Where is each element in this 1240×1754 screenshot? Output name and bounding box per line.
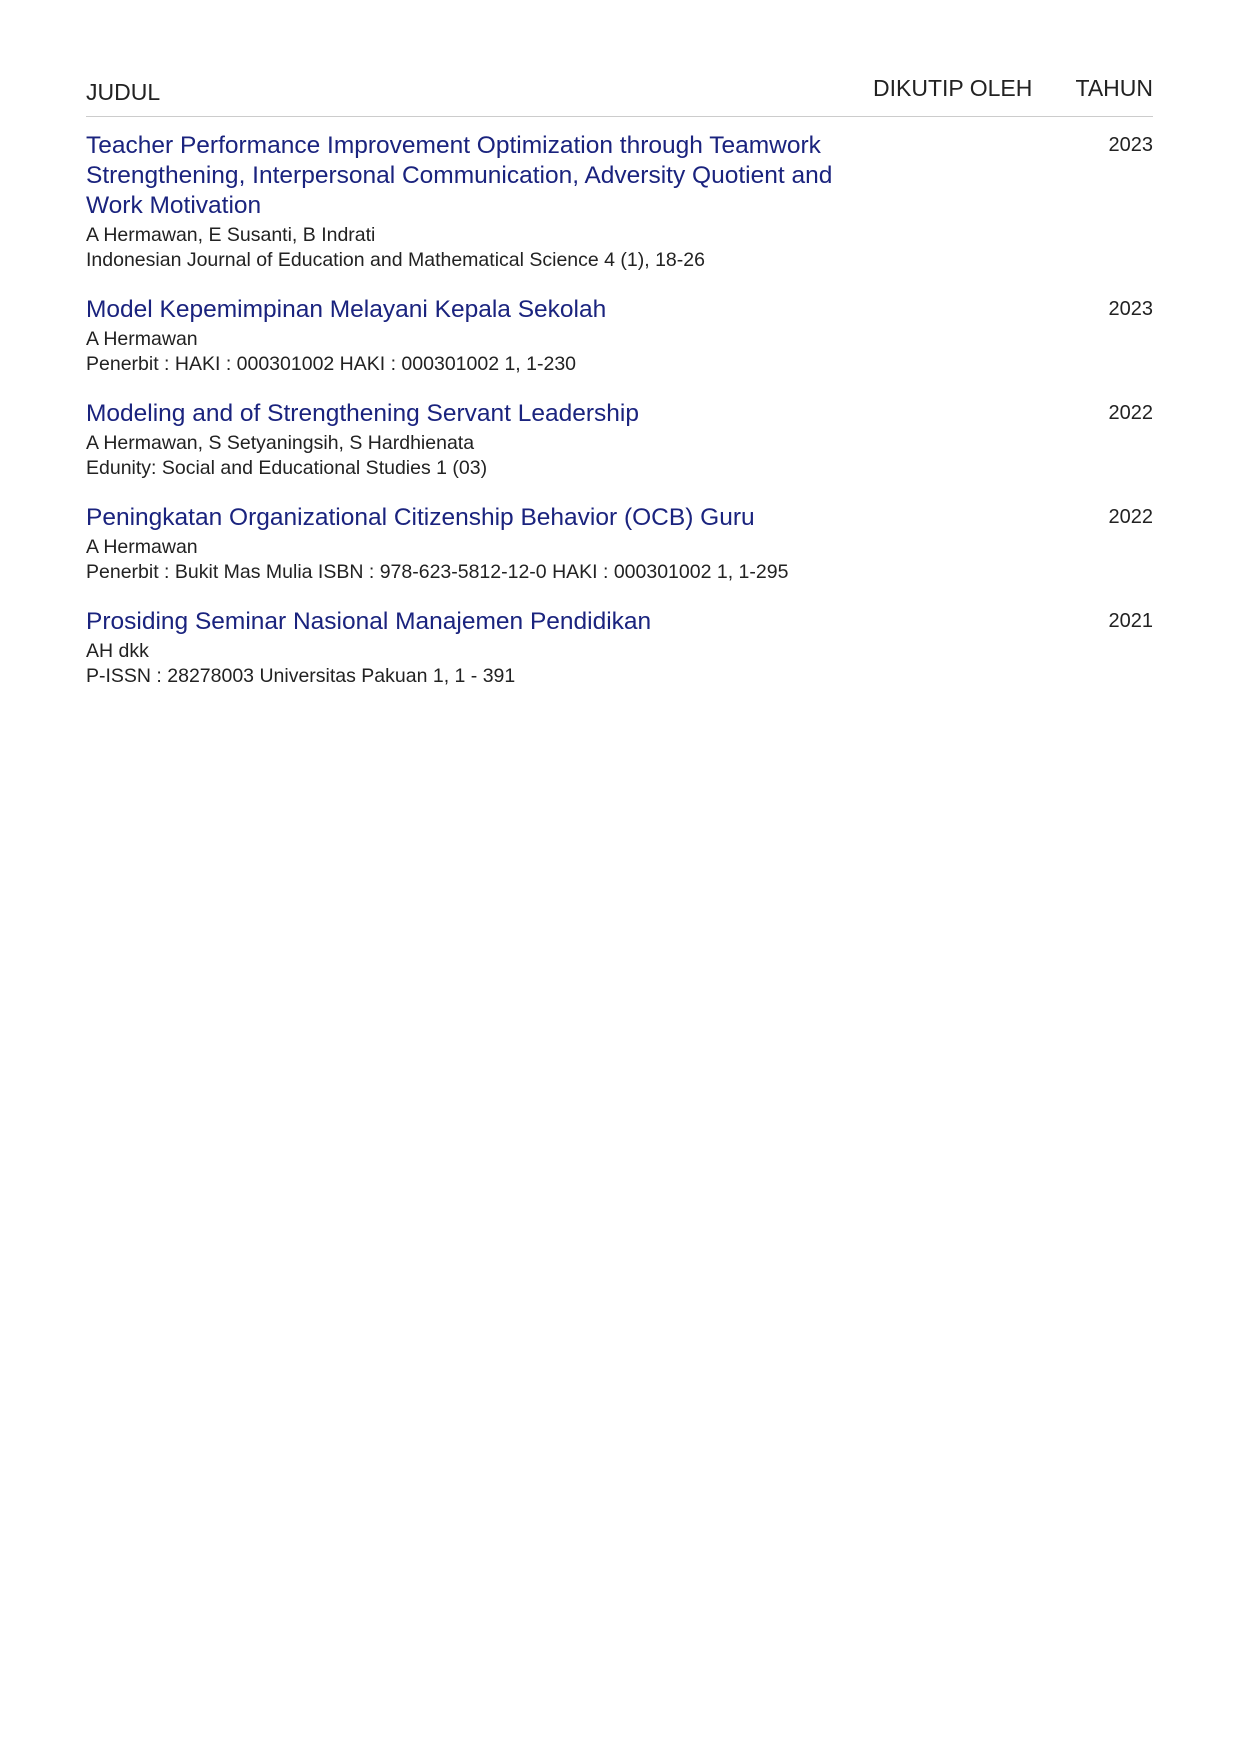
- publication-venue: Penerbit : HAKI : 000301002 HAKI : 000301002 1, 1-230: [86, 353, 577, 375]
- table-row: [86, 503, 1153, 585]
- column-header-tahun: TAHUN: [1075, 75, 1153, 101]
- publication-year: 2022: [1108, 506, 1153, 528]
- publication-year: 2022: [1108, 402, 1153, 424]
- publication-info: [86, 295, 846, 377]
- publication-title-link[interactable]: Model Kepemimpinan Melayani Kepala Sekolah: [86, 296, 607, 323]
- publication-title-link[interactable]: Modeling and of Strengthening Servant Leadership: [86, 400, 639, 427]
- publication-title-link[interactable]: Prosiding Seminar Nasional Manajemen Pendidikan: [86, 608, 652, 635]
- table-header: [86, 70, 1153, 117]
- publication-authors: A Hermawan: [86, 328, 198, 350]
- publication-venue: Indonesian Journal of Education and Mathematical Science 4 (1), 18-26: [86, 249, 705, 271]
- publication-authors: A Hermawan: [86, 536, 198, 558]
- column-header-dikutip-oleh: DIKUTIP OLEH: [873, 75, 1033, 101]
- publication-authors: A Hermawan, E Susanti, B Indrati: [86, 224, 376, 246]
- publication-authors: AH dkk: [86, 640, 149, 662]
- publication-venue: Edunity: Social and Educational Studies 1 (03): [86, 457, 488, 479]
- publication-venue: P-ISSN : 28278003 Universitas Pakuan 1, 1 - 391: [86, 665, 516, 687]
- publication-year: 2021: [1108, 610, 1153, 632]
- table-row: [86, 131, 1153, 273]
- publication-authors: A Hermawan, S Setyaningsih, S Hardhienata: [86, 432, 475, 454]
- publication-year: 2023: [1108, 298, 1153, 320]
- publication-list: [86, 70, 1153, 711]
- publication-title-link[interactable]: Teacher Performance Improvement Optimization through Teamwork Strengthening, Interpersonal Communication, Adversity Quotient and Work Motivation: [86, 132, 833, 219]
- table-row: [86, 295, 1153, 377]
- publication-info: [86, 503, 846, 585]
- publication-venue: Penerbit : Bukit Mas Mulia ISBN : 978-623-5812-12-0 HAKI : 000301002 1, 1-295: [86, 561, 789, 583]
- column-header-judul: JUDUL: [86, 79, 161, 105]
- publication-info: [86, 399, 846, 481]
- publication-info: [86, 131, 846, 273]
- publication-year: 2023: [1108, 134, 1153, 156]
- table-row: [86, 607, 1153, 689]
- publication-title-link[interactable]: Peningkatan Organizational Citizenship Behavior (OCB) Guru: [86, 504, 755, 531]
- publication-rows: [86, 131, 1153, 689]
- table-row: [86, 399, 1153, 481]
- publication-info: [86, 607, 846, 689]
